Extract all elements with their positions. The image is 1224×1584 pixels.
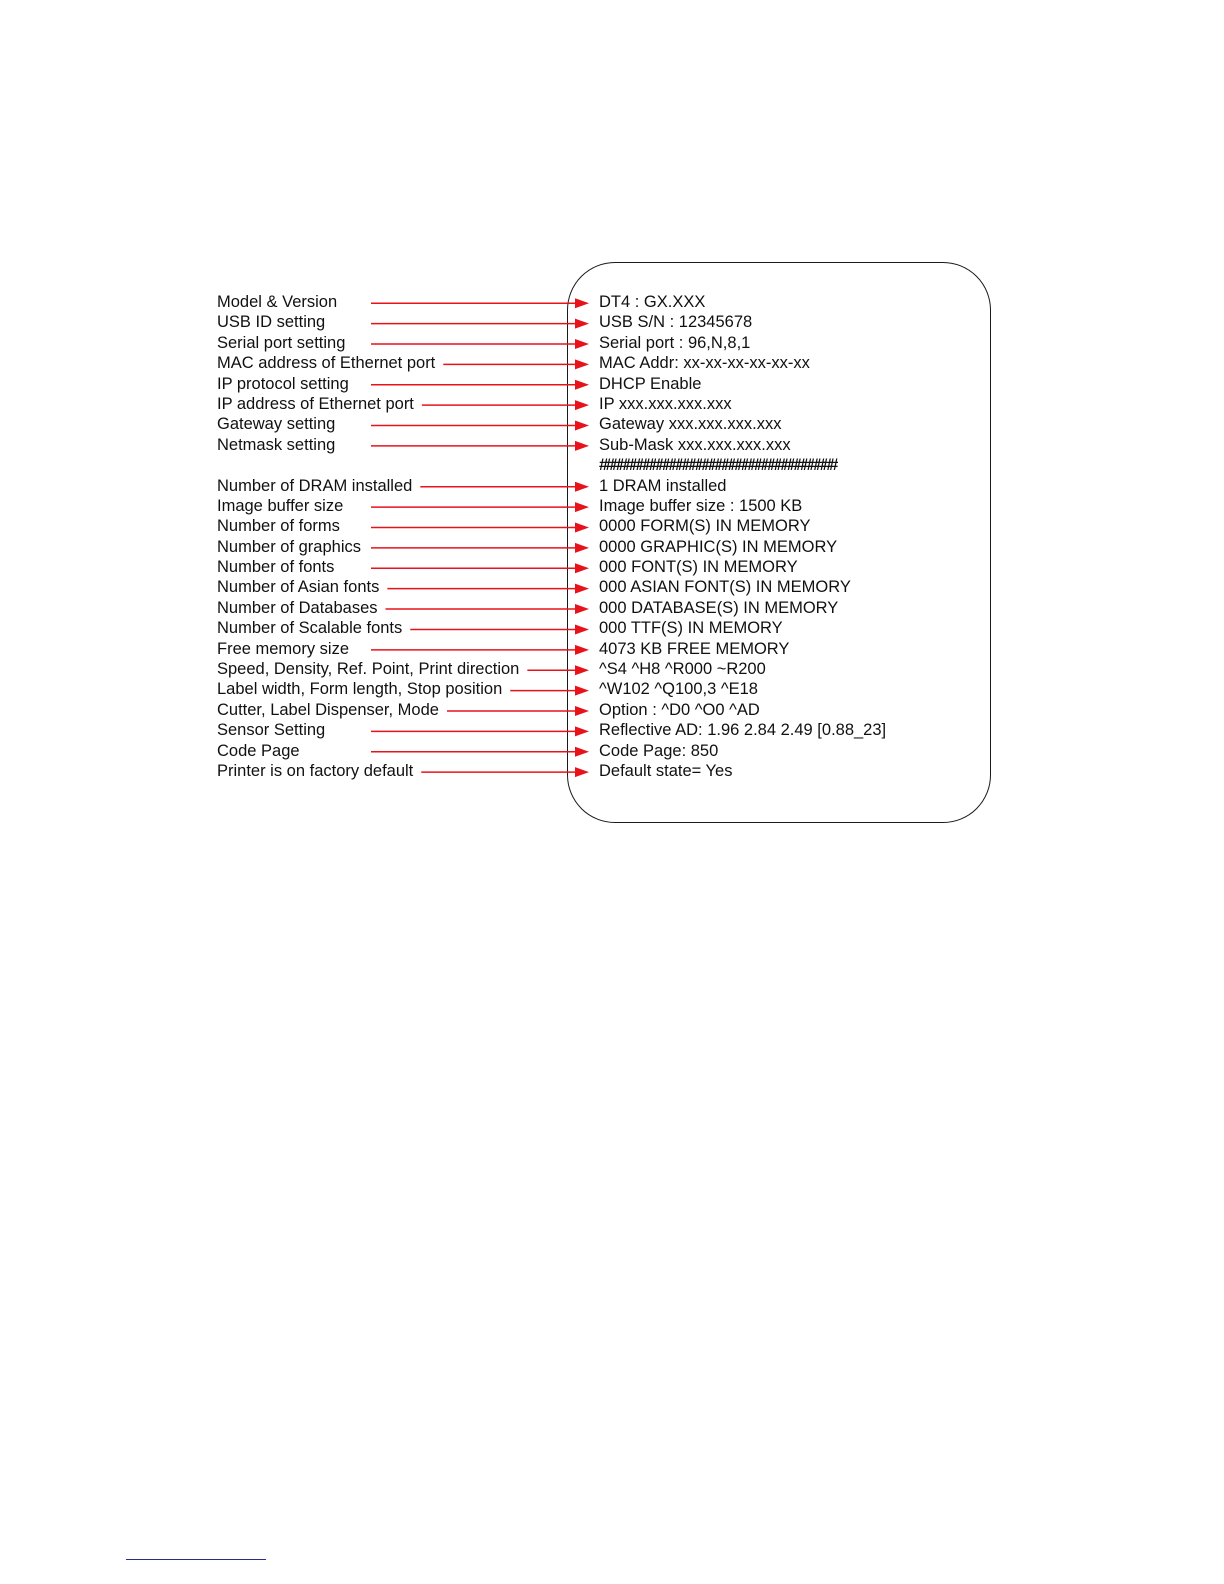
arrow-head-icon	[575, 441, 589, 451]
label-image-buffer: Image buffer size	[217, 496, 344, 515]
value-speed-density: ^S4 ^H8 ^R000 ~R200	[599, 660, 766, 679]
arrow-head-icon	[575, 686, 589, 696]
footnote-rule	[126, 1559, 266, 1560]
label-gateway: Gateway setting	[217, 415, 336, 434]
value-scalable-fonts: 000 TTF(S) IN MEMORY	[599, 619, 783, 638]
value-fonts: 000 FONT(S) IN MEMORY	[599, 558, 798, 577]
value-sensor: Reflective AD: 1.96 2.84 2.49 [0.88_23]	[599, 721, 887, 740]
value-cutter: Option : ^D0 ^O0 ^AD	[599, 700, 760, 719]
arrow-head-icon	[575, 726, 589, 736]
label-mac-address: MAC address of Ethernet port	[217, 354, 436, 373]
label-serial-port: Serial port setting	[217, 333, 346, 352]
label-code-page: Code Page	[217, 741, 300, 760]
arrow-head-icon	[575, 665, 589, 675]
label-factory-default: Printer is on factory default	[217, 761, 414, 780]
arrow-head-icon	[575, 298, 589, 308]
label-scalable-fonts: Number of Scalable fonts	[217, 619, 403, 638]
value-dram: 1 DRAM installed	[599, 476, 727, 495]
arrow-head-icon	[575, 584, 589, 594]
label-dram: Number of DRAM installed	[217, 476, 413, 495]
value-free-memory: 4073 KB FREE MEMORY	[599, 639, 790, 658]
arrow-head-icon	[575, 604, 589, 614]
arrow-head-icon	[575, 747, 589, 757]
value-ip-protocol: DHCP Enable	[599, 374, 702, 393]
arrow-head-icon	[575, 624, 589, 634]
arrow-head-icon	[575, 421, 589, 431]
value-factory-default: Default state= Yes	[599, 761, 733, 780]
arrow-head-icon	[575, 563, 589, 573]
arrow-head-icon	[575, 400, 589, 410]
label-cutter: Cutter, Label Dispenser, Mode	[217, 700, 439, 719]
arrow-head-icon	[575, 706, 589, 716]
label-asian-fonts: Number of Asian fonts	[217, 578, 380, 597]
label-netmask: Netmask setting	[217, 435, 336, 454]
label-model-version: Model & Version	[217, 293, 338, 311]
separator-hash: ####################################	[599, 456, 836, 475]
label-ip-protocol: IP protocol setting	[217, 374, 349, 393]
value-graphics: 0000 GRAPHIC(S) IN MEMORY	[599, 537, 838, 556]
arrow-head-icon	[575, 380, 589, 390]
value-databases: 000 DATABASE(S) IN MEMORY	[599, 598, 839, 617]
value-gateway: Gateway xxx.xxx.xxx.xxx	[599, 415, 782, 434]
arrow-head-icon	[575, 482, 589, 492]
label-free-memory: Free memory size	[217, 639, 350, 658]
arrow-head-icon	[575, 767, 589, 777]
arrow-head-icon	[575, 543, 589, 553]
label-fonts: Number of fonts	[217, 558, 335, 577]
value-mac-address: MAC Addr: xx-xx-xx-xx-xx-xx	[599, 354, 810, 373]
value-usb-id: USB S/N : 12345678	[599, 313, 753, 332]
arrow-head-icon	[575, 339, 589, 349]
label-ip-address: IP address of Ethernet port	[217, 394, 414, 413]
value-asian-fonts: 000 ASIAN FONT(S) IN MEMORY	[599, 578, 851, 597]
label-graphics: Number of graphics	[217, 537, 361, 556]
label-sensor: Sensor Setting	[217, 721, 326, 740]
value-netmask: Sub-Mask xxx.xxx.xxx.xxx	[599, 435, 791, 454]
value-ip-address: IP xxx.xxx.xxx.xxx	[599, 394, 732, 413]
arrow-head-icon	[575, 359, 589, 369]
label-forms: Number of forms	[217, 517, 340, 536]
value-forms: 0000 FORM(S) IN MEMORY	[599, 517, 811, 536]
arrow-head-icon	[575, 645, 589, 655]
value-code-page: Code Page: 850	[599, 741, 719, 760]
label-databases: Number of Databases	[217, 598, 378, 617]
label-label-width: Label width, Form length, Stop position	[217, 680, 503, 699]
arrow-head-icon	[575, 502, 589, 512]
arrow-head-icon	[575, 522, 589, 532]
value-model-version: DT4 : GX.XXX	[599, 293, 706, 311]
label-speed-density: Speed, Density, Ref. Point, Print direction	[217, 660, 520, 679]
arrow-head-icon	[575, 319, 589, 329]
value-serial-port: Serial port : 96,N,8,1	[599, 333, 751, 352]
value-image-buffer: Image buffer size : 1500 KB	[599, 496, 803, 515]
value-label-width: ^W102 ^Q100,3 ^E18	[599, 680, 758, 699]
label-usb-id: USB ID setting	[217, 313, 326, 332]
